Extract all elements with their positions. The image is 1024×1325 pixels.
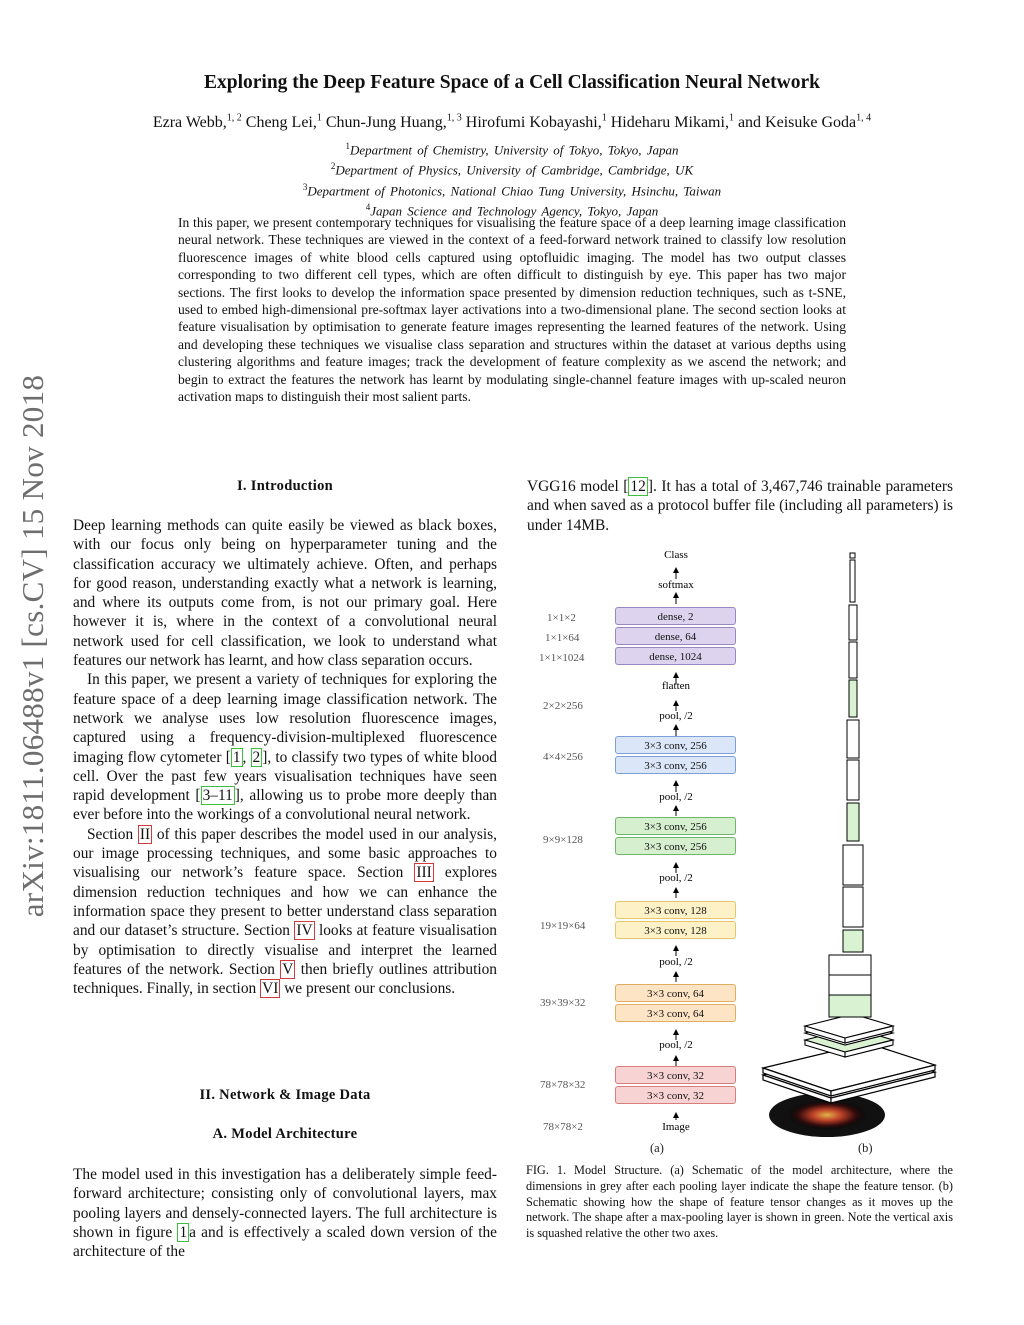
- section-link[interactable]: IV: [296, 922, 313, 940]
- block-conv64: [829, 975, 871, 995]
- block-conv256: [849, 605, 857, 640]
- dim-label: 78×78×2: [543, 1121, 583, 1133]
- softmax-label: softmax: [658, 579, 694, 591]
- dim-label: 1×1×64: [545, 632, 580, 644]
- author: Cheng Lei,$^1$: [241, 113, 322, 132]
- citation-link[interactable]: 2: [252, 748, 261, 766]
- author-list: [0, 113, 1024, 132]
- author: Hideharu Mikami,$^1$: [606, 113, 734, 132]
- block-conv128: [843, 887, 863, 927]
- layer-conv-128: 3×3 conv, 128: [615, 921, 736, 939]
- paragraph: The model used in this investigation has a deliberately simple feed-forward architecture; consisting only of convolutional layers, max pooling layers and densely-connected layers. The full architecture is shown in figure 1 a and is effectively a scaled down version of the architecture of the: [73, 1166, 497, 1261]
- dim-label: 1×1×1024: [539, 652, 585, 664]
- layer-conv-256: 3×3 conv, 256: [615, 756, 736, 774]
- section-heading-network: II. Network & Image Data: [199, 1087, 371, 1103]
- input-image-glow: [787, 1100, 867, 1130]
- dim-label: 4×4×256: [543, 751, 583, 763]
- affiliation: $^4$Japan Science and Technology Agency, Tokyo, Japan: [365, 201, 659, 219]
- block-conv64: [829, 955, 871, 975]
- section-heading-introduction: I. Introduction: [236, 478, 334, 494]
- pool-label: pool, /2: [659, 1039, 693, 1051]
- class-label: Class: [664, 549, 688, 561]
- block-pool-green: [843, 930, 863, 952]
- paragraph: VGG16 model [ 12 ]. It has a total of 3,467,746 trainable parameters and when saved as a protocol buffer file (including all parameters) is under 14MB.: [527, 478, 953, 534]
- dim-label: 19×19×64: [540, 920, 586, 932]
- section-link[interactable]: III: [416, 864, 432, 882]
- figure-caption: FIG. 1. Model Structure. (a) Schematic of the model architecture, where the dimensions in grey after each pooling layer indicate the shape the feature tensor. (b) Schematic showing how the shape of feature tensor changes as it moves up the network. The shape after a max-pooling layer is shown in green. Note the vertical axis is squashed relative the other two axes.: [526, 1163, 953, 1241]
- subfigure-label-b: (b): [858, 1141, 873, 1155]
- introduction-body: [73, 516, 497, 998]
- subsection-heading-model: A. Model Architecture: [212, 1126, 358, 1142]
- model-architecture-body: [73, 1165, 497, 1261]
- citation-link[interactable]: 12: [630, 478, 646, 495]
- layer-dense-64: dense, 64: [615, 627, 736, 645]
- layer-conv-64: 3×3 conv, 64: [615, 1004, 736, 1022]
- arxiv-stamp: arXiv:1811.06488v1 [cs.CV] 15 Nov 2018: [15, 374, 50, 917]
- abstract: In this paper, we present contemporary techniques for visualising the feature space of a deep learning image classification neural network. These techniques are viewed in the context of a feed-forward network trained to classify low resolution fluorescence images of white blood cells captured using optofluidic imaging. The model has two output classes corresponding to two different cell types, which are often difficult to distinguish by eye. This paper has two major sections. The first looks to develop the information space presented by dimension reduction techniques, such as t-SNE, used to embed high-dimensional pre-softmax layer activations into a two-dimensional plane. The second section looks at feature visualisation by optimisation to generate feature images representing the learned features of the network. Using and developing these techniques we visualise class separation and structures within the dataset at various depths using clustering algorithms and feature images; track the development of feature complexity as we ascend the network; and begin to extract the features the network has learnt by modulating single-channel feature images with up-scaled neuron activation maps to distinguish their most salient parts.: [178, 215, 846, 405]
- block-pool-green: [829, 995, 871, 1017]
- layer-dense-1024: dense, 1024: [615, 647, 736, 665]
- pool-label: pool, /2: [659, 791, 693, 803]
- author: Chun-Jung Huang,$^{1, 3}$: [321, 113, 462, 132]
- layer-conv-64: 3×3 conv, 64: [615, 984, 736, 1002]
- layer-dense-2: dense, 2: [615, 607, 736, 625]
- affiliation: $^3$Department of Photonics, National Chiao Tung University, Hsinchu, Taiwan: [302, 181, 722, 198]
- paper-title: Exploring the Deep Feature Space of a Cell Classification Neural Network: [204, 72, 820, 93]
- pool-label: pool, /2: [659, 872, 693, 884]
- layer-conv-32: 3×3 conv, 32: [615, 1086, 736, 1104]
- block-pool-green: [847, 803, 859, 841]
- block-conv256: [847, 720, 859, 758]
- author: Hirofumi Kobayashi,$^1$: [461, 113, 607, 132]
- pool-label: pool, /2: [659, 956, 693, 968]
- layer-conv-256: 3×3 conv, 256: [615, 817, 736, 835]
- author: Ezra Webb,$^{1, 2}$: [152, 113, 242, 132]
- section-link[interactable]: VI: [262, 980, 279, 998]
- affiliation: $^1$Department of Chemistry, University of Tokyo, Tokyo, Japan: [345, 141, 679, 158]
- block-dense: [850, 553, 855, 558]
- right-column-text: [527, 477, 953, 535]
- author: and Keisuke Goda$^{1, 4}$: [733, 113, 872, 132]
- paragraph: In this paper, we present a variety of techniques for exploring the feature space of a deep learning image classification network. The network we analyse uses low resolution fluorescence images, captured using a frequency-division-multiplexed fluorescence imaging flow cytometer [ 1 , 2 ], to classify two types of white blood cell. Over the past few years visualisation techniques have seen rapid development [ 3–11 ], allowing us to probe more deeply than ever before into the workings of a convolutional neural network.: [73, 671, 498, 824]
- layer-conv-256: 3×3 conv, 256: [615, 736, 736, 754]
- citation-link[interactable]: 3–11: [202, 787, 233, 805]
- section-link[interactable]: II: [139, 825, 151, 843]
- affiliations: [0, 138, 1024, 219]
- block-conv256: [849, 642, 857, 678]
- citation-link[interactable]: 1: [232, 748, 241, 766]
- block-dense: [850, 560, 855, 602]
- layer-conv-32: 3×3 conv, 32: [615, 1066, 736, 1084]
- dim-label: 39×39×32: [540, 997, 586, 1009]
- tower-diagram: [755, 550, 945, 1145]
- layer-conv-128: 3×3 conv, 128: [615, 901, 736, 919]
- block-conv128: [843, 845, 863, 885]
- paragraph: Deep learning methods can quite easily be viewed as black boxes, with our focus only being on hyperparameter tuning and the classification accuracy we ultimately achieve. Often, and perhaps for good reason, understanding exactly what a network is learning, and where its outputs come from, is not our primary goal. Here however it is, where in the context of a convolutional neural network used for cell classification, we look to understand what features our network has learnt, and how class separation occurs.: [73, 517, 497, 670]
- image-label: Image: [662, 1121, 690, 1133]
- dim-label: 2×2×256: [543, 700, 583, 712]
- affiliation: $^2$Department of Physics, University of Cambridge, Cambridge, UK: [330, 161, 694, 178]
- subfigure-label-a: (a): [650, 1141, 664, 1155]
- figure-link[interactable]: 1: [179, 1223, 188, 1241]
- flatten-label: flatten: [661, 680, 691, 692]
- block-conv256: [847, 760, 859, 800]
- section-link[interactable]: V: [282, 960, 294, 978]
- dim-label: 78×78×32: [540, 1079, 586, 1091]
- paragraph: Section II of this paper describes the model used in our analysis, our image processing techniques, and some basic approaches to visualising our network’s feature space. Section III explores dimension reduction techniques and how we can enhance the information space they present to better understand class separation and our dataset’s structure. Section IV looks at feature visualisation by optimisation to directly visualise and interpret the learned features of the network. Section V then briefly outlines attribution techniques. Finally, in section VI we present our conclusions.: [73, 825, 498, 998]
- dim-label: 9×9×128: [543, 834, 583, 846]
- layer-conv-256: 3×3 conv, 256: [615, 837, 736, 855]
- block-pool-green: [849, 680, 857, 717]
- pool-label: pool, /2: [659, 710, 693, 722]
- dim-label: 1×1×2: [547, 612, 576, 624]
